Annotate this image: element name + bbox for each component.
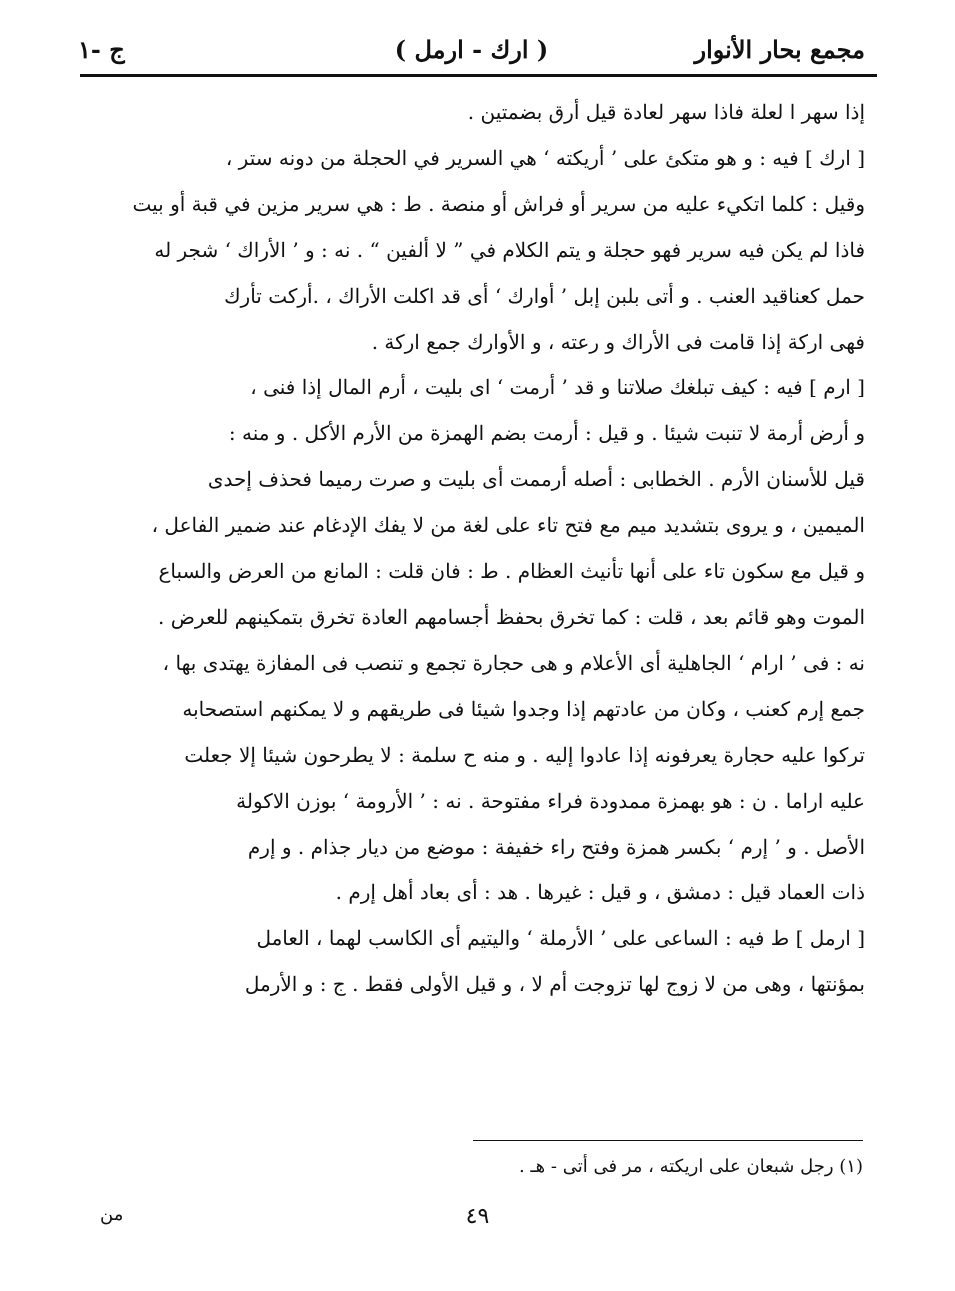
text-line: حمل كعناقيد العنب . و أتى بلبن إبل ’ أوارك ‘ أى قد اكلت الأراك ، .أركت تأرك [224,283,865,308]
text-line: عليه اراما . ن : هو بهمزة ممدودة فراء مفتوحة . نه : ’ الأرومة ‘ بوزن الاكولة [236,788,865,813]
running-header [78,22,865,76]
text-line: و أرض أرمة لا تنبت شيئا . و قيل : أرمت بضم الهمزة من الأرم الأكل . و منه : [228,421,865,446]
section-heading: ( ارك - ارمل ) [394,34,549,64]
volume-label: ج -١ [78,34,125,64]
footnote-rule [473,1140,863,1141]
text-line: الأصل . و ’ إرم ‘ بكسر همزة وفتح راء خفيفة : موضع من ديار جذام . و إرم [247,834,865,859]
book-title: مجمع بحار الأنوار [694,34,865,64]
footnote: (١) رجل شبعان على اريكته ، مر فى أتى - هـ . [518,1156,863,1177]
text-line: فهى اركة إذا قامت فى الأراك و رعته ، و الأوارك جمع اركة . [371,329,865,354]
catchword: من [100,1204,124,1225]
body-text [82,90,865,1008]
text-line: بمؤنتها ، وهى من لا زوج لها تزوجت أم لا ، و قيل الأولى فقط . ج : و الأرمل [244,972,865,997]
text-line: نه : فى ’ ارام ‘ الجاهلية أى الأعلام و هى حجارة تجمع و تنصب فى المفازة يهتدى بها ، [162,650,865,675]
text-line: فاذا لم يكن فيه سرير فهو حجلة و يتم الكلام في ” لا ألفين “ . نه : و ’ الأراك ‘ شجر له [154,237,865,262]
text-line: الميمين ، و يروى بتشديد ميم مع فتح تاء على لغة من لا يفك الإدغام عند ضمير الفاعل ، [151,513,865,538]
page-number: ٤٩ [465,1204,490,1229]
text-line: [ ارم ] فيه : كيف تبلغك صلاتنا و قد ’ أرمت ‘ اى بليت ، أرم المال إذا فنى ، [250,375,865,400]
text-line: [ ارك ] فيه : و هو متكئ على ’ أريكته ‘ هي السرير في الحجلة من دونه ستر ، [225,145,865,170]
header-rule [80,74,877,77]
text-line: وقيل : كلما اتكيء عليه من سرير أو فراش أو منصة . ط : هي سرير مزين في قبة أو بيت [132,191,865,216]
text-line: تركوا عليه حجارة يعرفونه إذا عادوا إليه . و منه ح سلمة : لا يطرحون شيئا إلا جعلت [184,742,865,767]
text-line: الموت وهو قائم بعد ، قلت : كما تخرق بحفظ أجسامهم العادة تخرق بتمكينهم للعرض . [158,604,865,629]
text-line: إذا سهر ا لعلة فاذا سهر لعادة قيل أرق بضمتين . [467,100,865,124]
text-line: [ ارمل ] ط فيه : الساعى على ’ الأرملة ‘ واليتيم أى الكاسب لهما ، العامل [256,926,865,951]
text-line: ذات العماد قيل : دمشق ، و قيل : غيرها . هد : أى بعاد أهل إرم . [335,880,865,905]
text-line: جمع إرم كعنب ، وكان من عادتهم إذا وجدوا شيئا فى طريقهم و لا يمكنهم استصحابه [182,696,865,721]
text-line: قيل للأسنان الأرم . الخطابى : أصله أرممت أى بليت و صرت رميما فحذف إحدى [207,467,865,492]
text-line: و قيل مع سكون تاء على أنها تأنيث العظام . ط : فان قلت : المانع من العرض والسباع [158,559,865,584]
